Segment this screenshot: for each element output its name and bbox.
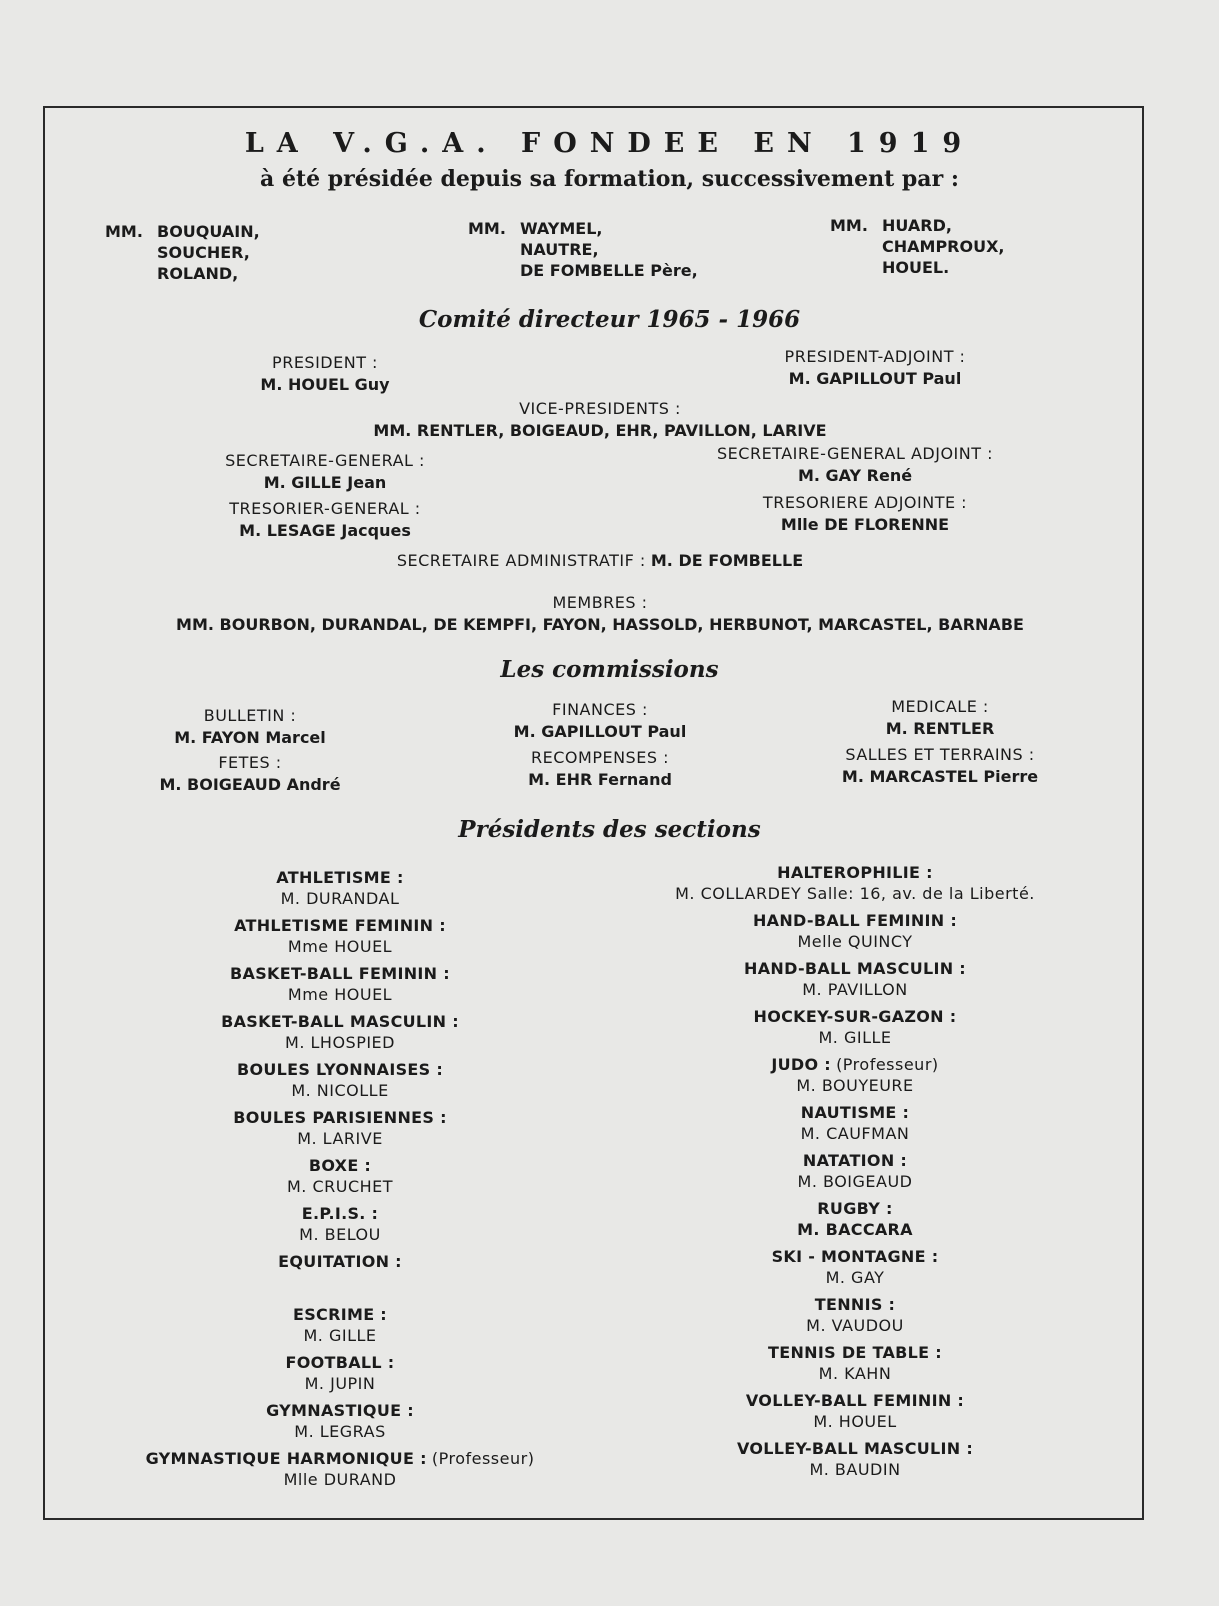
- value: M. HOUEL Guy: [260, 375, 390, 394]
- prefix: MM.: [105, 222, 143, 241]
- list-item: [120, 867, 560, 909]
- section-president: M. BOIGEAUD: [797, 1172, 913, 1191]
- value: M. RENTLER: [885, 719, 995, 738]
- past-presidents-col-1: [105, 221, 260, 284]
- section-president: Mme HOUEL: [287, 985, 393, 1004]
- secretaire-general-adjoint-block: [690, 443, 1020, 487]
- section-name: BASKET-BALL MASCULIN :: [221, 1012, 459, 1031]
- label: FETES :: [218, 753, 282, 772]
- value: MM. BOURBON, DURANDAL, DE KEMPFI, FAYON, HASSOLD, HERBUNOT, MARCASTEL, BARNABE: [176, 615, 1024, 634]
- label: VICE-PRESIDENTS :: [519, 399, 681, 418]
- list-item: [120, 1352, 560, 1394]
- label: RECOMPENSES :: [531, 748, 669, 767]
- list-item: [630, 910, 1080, 952]
- value: M. LESAGE Jacques: [239, 521, 411, 540]
- name: DE FOMBELLE Père,: [520, 261, 698, 280]
- section-name: BOULES LYONNAISES :: [236, 1060, 444, 1079]
- section-president: M. GILLE: [818, 1028, 892, 1047]
- section-president: M. JUPIN: [304, 1374, 376, 1393]
- label: FINANCES :: [552, 700, 648, 719]
- list-item: [120, 1448, 560, 1490]
- list-item: [630, 862, 1080, 904]
- list-item: [630, 1054, 1080, 1096]
- label: SECRETAIRE-GENERAL :: [225, 451, 425, 470]
- value: Mlle DE FLORENNE: [780, 515, 950, 534]
- section-name: BOXE :: [308, 1156, 372, 1175]
- list-item: [630, 1102, 1080, 1144]
- section-name: EQUITATION :: [278, 1252, 402, 1271]
- list-item: [120, 1304, 560, 1346]
- value: M. MARCASTEL Pierre: [841, 767, 1039, 786]
- section-name: ESCRIME :: [293, 1305, 387, 1324]
- comite-title: Comité directeur 1965 - 1966: [418, 306, 801, 333]
- section-president: M. BELOU: [299, 1225, 381, 1244]
- section-name: BASKET-BALL FEMININ :: [230, 964, 450, 983]
- past-presidents-col-3: [830, 215, 1005, 278]
- list-item: [630, 1390, 1080, 1432]
- value: M. FAYON Marcel: [174, 728, 326, 747]
- section-name: HAND-BALL FEMININ :: [752, 911, 958, 930]
- name: CHAMPROUX,: [882, 237, 1005, 256]
- vice-presidents-block: [200, 398, 1000, 442]
- list-item: [120, 1203, 560, 1245]
- section-president: Mlle DURAND: [283, 1470, 397, 1489]
- section-president: M. COLLARDEY Salle: 16, av. de la Liberté.: [675, 884, 1035, 903]
- label: TRESORIERE ADJOINTE :: [762, 493, 968, 512]
- past-presidents-col-2: [468, 218, 698, 281]
- list-item: [120, 1059, 560, 1101]
- list-item: [630, 1342, 1080, 1384]
- section-president: M. DURANDAL: [280, 889, 400, 908]
- name: BOUQUAIN,: [157, 222, 260, 241]
- label: BULLETIN :: [203, 706, 297, 725]
- label: MEDICALE :: [891, 697, 989, 716]
- section-name: ATHLETISME :: [276, 868, 404, 887]
- section-president: M. PAVILLON: [802, 980, 908, 999]
- list-item: [630, 958, 1080, 1000]
- section-name: SKI - MONTAGNE :: [771, 1247, 939, 1266]
- section-note: (Professeur): [836, 1055, 939, 1074]
- label: PRESIDENT-ADJOINT :: [784, 347, 966, 366]
- medicale-block: [800, 696, 1080, 740]
- list-item: [630, 1150, 1080, 1192]
- name: ROLAND,: [157, 264, 239, 283]
- label: SALLES ET TERRAINS :: [845, 745, 1035, 764]
- section-president: [120, 1272, 560, 1298]
- section-president: M. LHOSPIED: [285, 1033, 395, 1052]
- tresorier-general-block: [180, 498, 470, 542]
- sections-title: Présidents des sections: [458, 816, 761, 843]
- tresoriere-adjointe-block: [720, 492, 1010, 536]
- sections-right-list: [630, 862, 1080, 1486]
- president-adjoint-block: [730, 346, 1020, 390]
- name: SOUCHER,: [157, 243, 250, 262]
- page-title: LA V.G.A. FONDEE EN 1919: [244, 128, 975, 159]
- section-name: GYMNASTIQUE HARMONIQUE :: [145, 1449, 427, 1468]
- value: M. GAPILLOUT Paul: [513, 722, 687, 741]
- section-name: HOCKEY-SUR-GAZON :: [753, 1007, 957, 1026]
- name: HOUEL.: [882, 258, 950, 277]
- section-president: M. GAY: [825, 1268, 885, 1287]
- value: M. GAY René: [797, 466, 913, 485]
- value: M. DE FOMBELLE: [650, 551, 804, 570]
- bulletin-block: [130, 705, 370, 749]
- label: MEMBRES :: [552, 593, 648, 612]
- membres-block: [100, 592, 1100, 636]
- list-item: [120, 1400, 560, 1442]
- president-block: [200, 352, 450, 396]
- section-president: M. LEGRAS: [294, 1422, 386, 1441]
- name: WAYMEL,: [520, 219, 603, 238]
- label: PRESIDENT :: [272, 353, 378, 372]
- prefix: MM.: [468, 219, 506, 238]
- section-president: M. BACCARA: [797, 1220, 913, 1239]
- label: SECRETAIRE ADMINISTRATIF :: [396, 551, 646, 570]
- section-name: TENNIS :: [814, 1295, 896, 1314]
- list-item: [630, 1246, 1080, 1288]
- section-name: VOLLEY-BALL MASCULIN :: [736, 1439, 974, 1458]
- section-name: TENNIS DE TABLE :: [768, 1343, 942, 1362]
- name: HUARD,: [882, 216, 952, 235]
- label: TRESORIER-GENERAL :: [229, 499, 421, 518]
- value: M. GAPILLOUT Paul: [788, 369, 962, 388]
- section-president: M. CRUCHET: [286, 1177, 394, 1196]
- section-president: M. LARIVE: [297, 1129, 383, 1148]
- section-president: M. KAHN: [818, 1364, 892, 1383]
- section-name: NAUTISME :: [800, 1103, 910, 1122]
- value: MM. RENTLER, BOIGEAUD, EHR, PAVILLON, LARIVE: [373, 421, 827, 440]
- section-note: (Professeur): [431, 1449, 535, 1468]
- list-item: [120, 1011, 560, 1053]
- section-president: M. VAUDOU: [806, 1316, 904, 1335]
- list-item: [630, 1294, 1080, 1336]
- fetes-block: [130, 752, 370, 796]
- section-name: RUGBY :: [817, 1199, 893, 1218]
- section-name: HALTEROPHILIE :: [777, 863, 933, 882]
- list-item: [120, 1107, 560, 1149]
- section-president: M. BAUDIN: [809, 1460, 901, 1479]
- list-item: [630, 1198, 1080, 1240]
- section-president: M. GILLE: [303, 1326, 377, 1345]
- section-name: BOULES PARISIENNES :: [233, 1108, 447, 1127]
- secretaire-general-block: [180, 450, 470, 494]
- list-item: [120, 1251, 560, 1298]
- salles-block: [800, 744, 1080, 788]
- list-item: [630, 1006, 1080, 1048]
- list-item: [120, 963, 560, 1005]
- finances-block: [480, 699, 720, 743]
- sections-left-list: [120, 867, 560, 1496]
- section-name: NATATION :: [802, 1151, 908, 1170]
- section-president: M. HOUEL: [813, 1412, 897, 1431]
- section-name: ATHLETISME FEMININ :: [234, 916, 446, 935]
- section-name: FOOTBALL :: [285, 1353, 395, 1372]
- section-president: Melle QUINCY: [797, 932, 913, 951]
- section-name: HAND-BALL MASCULIN :: [744, 959, 966, 978]
- section-president: M. CAUFMAN: [800, 1124, 910, 1143]
- section-president: M. NICOLLE: [291, 1081, 389, 1100]
- section-name: GYMNASTIQUE :: [266, 1401, 414, 1420]
- name: NAUTRE,: [520, 240, 599, 259]
- label: SECRETAIRE-GENERAL ADJOINT :: [717, 444, 993, 463]
- section-name: JUDO :: [771, 1055, 831, 1074]
- recompenses-block: [480, 747, 720, 791]
- value: M. BOIGEAUD André: [159, 775, 341, 794]
- secretaire-administratif-block: [300, 550, 900, 572]
- list-item: [120, 1155, 560, 1197]
- list-item: [120, 915, 560, 957]
- section-name: VOLLEY-BALL FEMININ :: [745, 1391, 965, 1410]
- value: M. EHR Fernand: [528, 770, 672, 789]
- commissions-title: Les commissions: [500, 656, 719, 683]
- prefix: MM.: [830, 216, 868, 235]
- section-name: E.P.I.S. :: [301, 1204, 379, 1223]
- list-item: [630, 1438, 1080, 1480]
- value: M. GILLE Jean: [263, 473, 387, 492]
- page-subtitle: à été présidée depuis sa formation, successivement par :: [260, 166, 959, 192]
- section-president: Mme HOUEL: [287, 937, 393, 956]
- section-president: M. BOUYEURE: [796, 1076, 914, 1095]
